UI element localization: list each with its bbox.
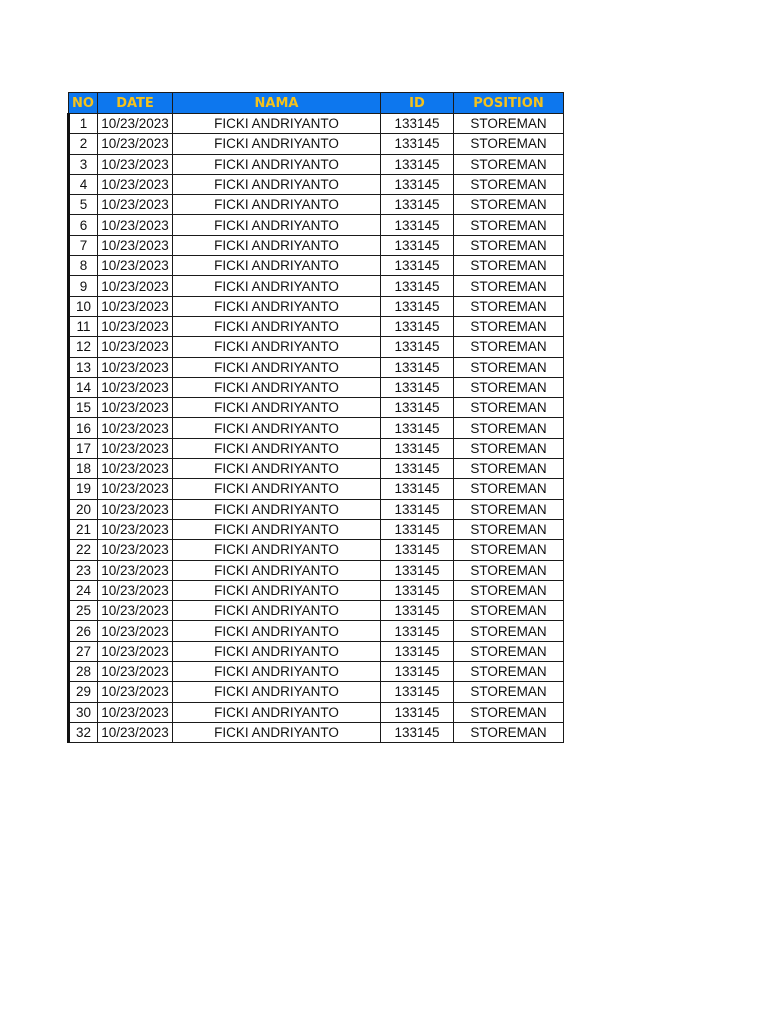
cell-no: 19: [69, 479, 98, 499]
cell-position: STOREMAN: [454, 459, 564, 479]
table-row: [69, 174, 564, 194]
cell-position: STOREMAN: [454, 722, 564, 742]
cell-nama: FICKI ANDRIYANTO: [173, 560, 381, 580]
table-row: [69, 398, 564, 418]
cell-position: STOREMAN: [454, 621, 564, 641]
table-row: [69, 276, 564, 296]
cell-nama: FICKI ANDRIYANTO: [173, 154, 381, 174]
cell-nama: FICKI ANDRIYANTO: [173, 702, 381, 722]
cell-position: STOREMAN: [454, 377, 564, 397]
header-no: NO: [69, 93, 98, 114]
cell-nama: FICKI ANDRIYANTO: [173, 580, 381, 600]
cell-position: STOREMAN: [454, 662, 564, 682]
cell-position: STOREMAN: [454, 580, 564, 600]
cell-date: 10/23/2023: [98, 641, 173, 661]
cell-date: 10/23/2023: [98, 702, 173, 722]
cell-date: 10/23/2023: [98, 256, 173, 276]
table-row: [69, 722, 564, 742]
table-row: [69, 357, 564, 377]
header-id: ID: [381, 93, 454, 114]
cell-nama: FICKI ANDRIYANTO: [173, 418, 381, 438]
cell-position: STOREMAN: [454, 357, 564, 377]
cell-position: STOREMAN: [454, 641, 564, 661]
cell-no: 24: [69, 580, 98, 600]
cell-position: STOREMAN: [454, 154, 564, 174]
cell-no: 16: [69, 418, 98, 438]
cell-position: STOREMAN: [454, 479, 564, 499]
cell-date: 10/23/2023: [98, 682, 173, 702]
cell-no: 17: [69, 438, 98, 458]
cell-id: 133145: [381, 114, 454, 134]
cell-position: STOREMAN: [454, 499, 564, 519]
cell-nama: FICKI ANDRIYANTO: [173, 235, 381, 255]
cell-id: 133145: [381, 316, 454, 336]
cell-position: STOREMAN: [454, 418, 564, 438]
cell-id: 133145: [381, 722, 454, 742]
cell-id: 133145: [381, 256, 454, 276]
cell-id: 133145: [381, 580, 454, 600]
cell-date: 10/23/2023: [98, 621, 173, 641]
cell-id: 133145: [381, 601, 454, 621]
cell-no: 27: [69, 641, 98, 661]
cell-position: STOREMAN: [454, 337, 564, 357]
cell-id: 133145: [381, 479, 454, 499]
cell-nama: FICKI ANDRIYANTO: [173, 519, 381, 539]
cell-nama: FICKI ANDRIYANTO: [173, 134, 381, 154]
cell-id: 133145: [381, 560, 454, 580]
cell-date: 10/23/2023: [98, 601, 173, 621]
cell-id: 133145: [381, 499, 454, 519]
cell-date: 10/23/2023: [98, 499, 173, 519]
cell-position: STOREMAN: [454, 540, 564, 560]
cell-date: 10/23/2023: [98, 114, 173, 134]
cell-no: 9: [69, 276, 98, 296]
cell-no: 26: [69, 621, 98, 641]
cell-date: 10/23/2023: [98, 316, 173, 336]
table-row: [69, 337, 564, 357]
table-row: [69, 662, 564, 682]
cell-date: 10/23/2023: [98, 722, 173, 742]
cell-position: STOREMAN: [454, 682, 564, 702]
cell-no: 1: [69, 114, 98, 134]
cell-id: 133145: [381, 398, 454, 418]
cell-nama: FICKI ANDRIYANTO: [173, 316, 381, 336]
header-date: DATE: [98, 93, 173, 114]
cell-position: STOREMAN: [454, 601, 564, 621]
cell-no: 12: [69, 337, 98, 357]
cell-id: 133145: [381, 438, 454, 458]
table-row: [69, 479, 564, 499]
cell-no: 21: [69, 519, 98, 539]
table-row: [69, 519, 564, 539]
cell-id: 133145: [381, 459, 454, 479]
table-row: [69, 296, 564, 316]
cell-nama: FICKI ANDRIYANTO: [173, 195, 381, 215]
cell-no: 2: [69, 134, 98, 154]
table-row: [69, 418, 564, 438]
cell-id: 133145: [381, 540, 454, 560]
cell-position: STOREMAN: [454, 316, 564, 336]
cell-id: 133145: [381, 337, 454, 357]
table-row: [69, 114, 564, 134]
cell-id: 133145: [381, 195, 454, 215]
cell-date: 10/23/2023: [98, 174, 173, 194]
cell-no: 13: [69, 357, 98, 377]
cell-no: 6: [69, 215, 98, 235]
header-position: POSITION: [454, 93, 564, 114]
cell-date: 10/23/2023: [98, 418, 173, 438]
cell-nama: FICKI ANDRIYANTO: [173, 357, 381, 377]
cell-date: 10/23/2023: [98, 134, 173, 154]
cell-no: 15: [69, 398, 98, 418]
cell-nama: FICKI ANDRIYANTO: [173, 479, 381, 499]
cell-id: 133145: [381, 519, 454, 539]
cell-no: 29: [69, 682, 98, 702]
cell-position: STOREMAN: [454, 174, 564, 194]
cell-id: 133145: [381, 621, 454, 641]
cell-nama: FICKI ANDRIYANTO: [173, 337, 381, 357]
attendance-table: [67, 92, 564, 743]
cell-no: 5: [69, 195, 98, 215]
cell-date: 10/23/2023: [98, 519, 173, 539]
table-row: [69, 682, 564, 702]
cell-id: 133145: [381, 682, 454, 702]
cell-nama: FICKI ANDRIYANTO: [173, 398, 381, 418]
cell-id: 133145: [381, 134, 454, 154]
cell-nama: FICKI ANDRIYANTO: [173, 256, 381, 276]
cell-id: 133145: [381, 418, 454, 438]
cell-nama: FICKI ANDRIYANTO: [173, 276, 381, 296]
cell-nama: FICKI ANDRIYANTO: [173, 662, 381, 682]
cell-id: 133145: [381, 235, 454, 255]
cell-date: 10/23/2023: [98, 215, 173, 235]
cell-date: 10/23/2023: [98, 662, 173, 682]
cell-no: 7: [69, 235, 98, 255]
cell-nama: FICKI ANDRIYANTO: [173, 438, 381, 458]
cell-id: 133145: [381, 357, 454, 377]
cell-no: 10: [69, 296, 98, 316]
cell-position: STOREMAN: [454, 276, 564, 296]
cell-no: 30: [69, 702, 98, 722]
cell-id: 133145: [381, 276, 454, 296]
table-row: [69, 580, 564, 600]
table-row: [69, 499, 564, 519]
cell-date: 10/23/2023: [98, 195, 173, 215]
cell-position: STOREMAN: [454, 215, 564, 235]
table-row: [69, 560, 564, 580]
cell-nama: FICKI ANDRIYANTO: [173, 641, 381, 661]
cell-id: 133145: [381, 296, 454, 316]
table-row: [69, 621, 564, 641]
cell-date: 10/23/2023: [98, 459, 173, 479]
cell-date: 10/23/2023: [98, 357, 173, 377]
cell-nama: FICKI ANDRIYANTO: [173, 621, 381, 641]
cell-nama: FICKI ANDRIYANTO: [173, 540, 381, 560]
cell-id: 133145: [381, 377, 454, 397]
cell-id: 133145: [381, 154, 454, 174]
cell-date: 10/23/2023: [98, 154, 173, 174]
cell-no: 28: [69, 662, 98, 682]
cell-date: 10/23/2023: [98, 398, 173, 418]
table-row: [69, 235, 564, 255]
cell-id: 133145: [381, 215, 454, 235]
cell-nama: FICKI ANDRIYANTO: [173, 174, 381, 194]
cell-position: STOREMAN: [454, 560, 564, 580]
cell-position: STOREMAN: [454, 256, 564, 276]
cell-date: 10/23/2023: [98, 296, 173, 316]
cell-date: 10/23/2023: [98, 337, 173, 357]
cell-no: 8: [69, 256, 98, 276]
cell-nama: FICKI ANDRIYANTO: [173, 215, 381, 235]
cell-no: 25: [69, 601, 98, 621]
table-row: [69, 540, 564, 560]
table-row: [69, 154, 564, 174]
cell-date: 10/23/2023: [98, 276, 173, 296]
cell-position: STOREMAN: [454, 702, 564, 722]
cell-position: STOREMAN: [454, 438, 564, 458]
table-row: [69, 316, 564, 336]
cell-position: STOREMAN: [454, 296, 564, 316]
cell-position: STOREMAN: [454, 134, 564, 154]
cell-date: 10/23/2023: [98, 377, 173, 397]
cell-id: 133145: [381, 174, 454, 194]
table-header-row: [69, 93, 564, 114]
cell-position: STOREMAN: [454, 195, 564, 215]
cell-position: STOREMAN: [454, 519, 564, 539]
cell-no: 4: [69, 174, 98, 194]
cell-position: STOREMAN: [454, 114, 564, 134]
table-row: [69, 601, 564, 621]
cell-nama: FICKI ANDRIYANTO: [173, 459, 381, 479]
table-row: [69, 702, 564, 722]
cell-position: STOREMAN: [454, 398, 564, 418]
cell-id: 133145: [381, 641, 454, 661]
table-row: [69, 256, 564, 276]
cell-nama: FICKI ANDRIYANTO: [173, 499, 381, 519]
cell-no: 11: [69, 316, 98, 336]
cell-date: 10/23/2023: [98, 540, 173, 560]
table-row: [69, 641, 564, 661]
cell-no: 18: [69, 459, 98, 479]
table-row: [69, 215, 564, 235]
cell-nama: FICKI ANDRIYANTO: [173, 682, 381, 702]
table-row: [69, 195, 564, 215]
cell-position: STOREMAN: [454, 235, 564, 255]
cell-no: 20: [69, 499, 98, 519]
cell-nama: FICKI ANDRIYANTO: [173, 722, 381, 742]
cell-no: 22: [69, 540, 98, 560]
cell-no: 3: [69, 154, 98, 174]
table-row: [69, 438, 564, 458]
cell-nama: FICKI ANDRIYANTO: [173, 377, 381, 397]
cell-no: 14: [69, 377, 98, 397]
cell-date: 10/23/2023: [98, 235, 173, 255]
table-row: [69, 134, 564, 154]
cell-no: 23: [69, 560, 98, 580]
cell-id: 133145: [381, 662, 454, 682]
cell-date: 10/23/2023: [98, 438, 173, 458]
table-row: [69, 459, 564, 479]
cell-nama: FICKI ANDRIYANTO: [173, 114, 381, 134]
cell-date: 10/23/2023: [98, 580, 173, 600]
cell-date: 10/23/2023: [98, 479, 173, 499]
table-body: [69, 114, 564, 743]
cell-date: 10/23/2023: [98, 560, 173, 580]
table-row: [69, 377, 564, 397]
cell-nama: FICKI ANDRIYANTO: [173, 601, 381, 621]
cell-nama: FICKI ANDRIYANTO: [173, 296, 381, 316]
cell-id: 133145: [381, 702, 454, 722]
cell-no: 32: [69, 722, 98, 742]
header-nama: NAMA: [173, 93, 381, 114]
